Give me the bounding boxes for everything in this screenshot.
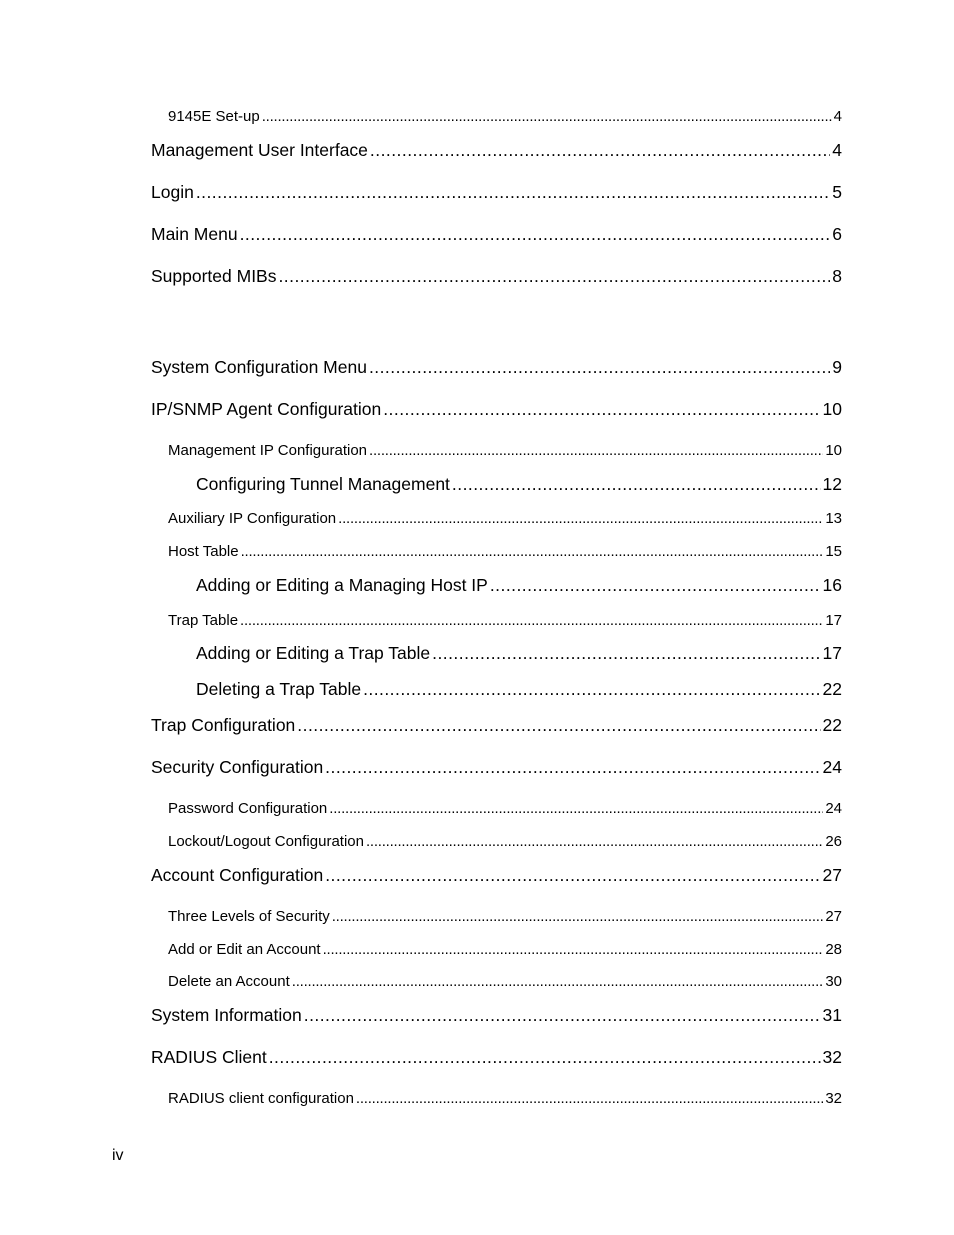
toc-entry[interactable] bbox=[168, 442, 842, 459]
toc-entry-title: Main Menu bbox=[151, 224, 238, 244]
toc-entry[interactable] bbox=[168, 800, 842, 817]
toc-entry[interactable] bbox=[168, 908, 842, 925]
toc-entry[interactable] bbox=[151, 399, 842, 420]
toc-entry[interactable] bbox=[151, 266, 842, 287]
toc-entry[interactable] bbox=[168, 1090, 842, 1107]
toc-entry-title: Lockout/Logout Configuration bbox=[168, 833, 364, 850]
toc-entry[interactable] bbox=[168, 612, 842, 629]
toc-entry-title: Add or Edit an Account bbox=[168, 941, 321, 958]
toc-entry[interactable] bbox=[196, 474, 842, 495]
toc-entry-title: Auxiliary IP Configuration bbox=[168, 510, 337, 527]
toc-entry-title: System Information bbox=[151, 1005, 302, 1025]
toc-entry[interactable] bbox=[151, 182, 842, 203]
toc-entry[interactable] bbox=[168, 510, 842, 527]
toc-entry-page: 27 bbox=[825, 908, 842, 925]
toc-entry-page: 31 bbox=[822, 1005, 842, 1025]
toc-dot-leader bbox=[383, 399, 820, 420]
toc-entry-page: 22 bbox=[822, 715, 842, 735]
toc-dot-leader bbox=[297, 715, 820, 736]
toc-entry-title: System Configuration Menu bbox=[151, 357, 367, 377]
toc-dot-leader bbox=[240, 612, 823, 629]
toc-entry-title: Host Table bbox=[168, 543, 239, 560]
toc-entry-title: Supported MIBs bbox=[151, 266, 277, 286]
toc-dot-leader bbox=[196, 182, 830, 203]
toc-entry-title: Management User Interface bbox=[151, 140, 368, 160]
toc-entry-page: 4 bbox=[832, 140, 842, 160]
toc-dot-leader bbox=[278, 266, 830, 287]
toc-entry-title: Trap Table bbox=[168, 612, 239, 629]
toc-entry-page: 10 bbox=[825, 442, 842, 459]
toc-entry-title: Three Levels of Security bbox=[168, 908, 330, 925]
toc-entry-title: Adding or Editing a Trap Table bbox=[196, 643, 431, 663]
page-number: iv bbox=[112, 1147, 124, 1164]
toc-entry-page: 22 bbox=[822, 679, 842, 699]
toc-entry-page: 26 bbox=[825, 833, 842, 850]
toc-entry-page: 17 bbox=[825, 612, 842, 629]
toc-dot-leader bbox=[262, 108, 832, 125]
toc-dot-leader bbox=[240, 224, 831, 245]
toc-entry[interactable] bbox=[168, 108, 842, 125]
toc-entry-title: Security Configuration bbox=[151, 757, 324, 777]
toc-entry-page: 12 bbox=[822, 474, 842, 494]
toc-dot-leader bbox=[369, 357, 830, 378]
toc-entry-page: 10 bbox=[822, 399, 842, 419]
toc-entry-page: 30 bbox=[825, 973, 842, 990]
toc-entry[interactable] bbox=[151, 715, 842, 736]
toc-entry-title: Trap Configuration bbox=[151, 715, 296, 735]
toc-dot-leader bbox=[490, 575, 821, 596]
toc-entry[interactable] bbox=[151, 865, 842, 886]
toc-dot-leader bbox=[366, 833, 823, 850]
toc-entry[interactable] bbox=[168, 941, 842, 958]
toc-entry-title: Account Configuration bbox=[151, 865, 324, 885]
toc-entry-page: 32 bbox=[825, 1090, 842, 1107]
toc-entry-page: 9 bbox=[832, 357, 842, 377]
toc-entry-title: Password Configuration bbox=[168, 800, 328, 817]
toc-dot-leader bbox=[369, 442, 823, 459]
toc-entry-page: 27 bbox=[822, 865, 842, 885]
toc-dot-leader bbox=[363, 679, 820, 700]
toc-entry[interactable] bbox=[196, 679, 842, 700]
toc-entry[interactable] bbox=[196, 643, 842, 664]
toc-entry-page: 28 bbox=[825, 941, 842, 958]
toc-entry-page: 6 bbox=[832, 224, 842, 244]
toc-dot-leader bbox=[356, 1090, 823, 1107]
toc-entry[interactable] bbox=[151, 140, 842, 161]
toc-dot-leader bbox=[452, 474, 821, 495]
toc-entry-title: Management IP Configuration bbox=[168, 442, 368, 459]
toc-entry[interactable] bbox=[151, 757, 842, 778]
toc-entry-page: 4 bbox=[833, 108, 842, 125]
toc-entry-page: 15 bbox=[825, 543, 842, 560]
toc-entry-title: Adding or Editing a Managing Host IP bbox=[196, 575, 488, 595]
toc-entry[interactable] bbox=[151, 1005, 842, 1026]
toc-entry[interactable] bbox=[151, 357, 842, 378]
toc-entry[interactable] bbox=[196, 575, 842, 596]
toc-entry-title: Configuring Tunnel Management bbox=[196, 474, 450, 494]
toc-entry-title: Login bbox=[151, 182, 194, 202]
toc-dot-leader bbox=[332, 908, 824, 925]
toc-dot-leader bbox=[432, 643, 820, 664]
toc-entry-page: 13 bbox=[825, 510, 842, 527]
toc-entry-page: 24 bbox=[825, 800, 842, 817]
toc-dot-leader bbox=[325, 865, 820, 886]
toc-entry-page: 16 bbox=[822, 575, 842, 595]
toc-dot-leader bbox=[323, 941, 824, 958]
toc-entry-title: Deleting a Trap Table bbox=[196, 679, 362, 699]
toc-dot-leader bbox=[325, 757, 820, 778]
toc-entry-page: 32 bbox=[822, 1047, 842, 1067]
toc-entry-page: 8 bbox=[832, 266, 842, 286]
toc-entry[interactable] bbox=[168, 833, 842, 850]
toc-dot-leader bbox=[241, 543, 824, 560]
toc-dot-leader bbox=[329, 800, 823, 817]
toc-entry-page: 17 bbox=[822, 643, 842, 663]
toc-entry-title: Delete an Account bbox=[168, 973, 290, 990]
toc-entry-title: RADIUS client configuration bbox=[168, 1090, 354, 1107]
toc-entry[interactable] bbox=[168, 543, 842, 560]
toc-dot-leader bbox=[338, 510, 823, 527]
toc-dot-leader bbox=[269, 1047, 821, 1068]
toc-entry-title: 9145E Set-up bbox=[168, 108, 260, 125]
toc-entry-title: IP/SNMP Agent Configuration bbox=[151, 399, 382, 419]
toc-entry[interactable] bbox=[168, 973, 842, 990]
toc-entry[interactable] bbox=[151, 224, 842, 245]
toc-entry[interactable] bbox=[151, 1047, 842, 1068]
toc-entry-page: 5 bbox=[832, 182, 842, 202]
toc-dot-leader bbox=[370, 140, 830, 161]
toc-dot-leader bbox=[292, 973, 824, 990]
toc-dot-leader bbox=[304, 1005, 821, 1026]
toc-entry-page: 24 bbox=[822, 757, 842, 777]
toc-entry-title: RADIUS Client bbox=[151, 1047, 267, 1067]
